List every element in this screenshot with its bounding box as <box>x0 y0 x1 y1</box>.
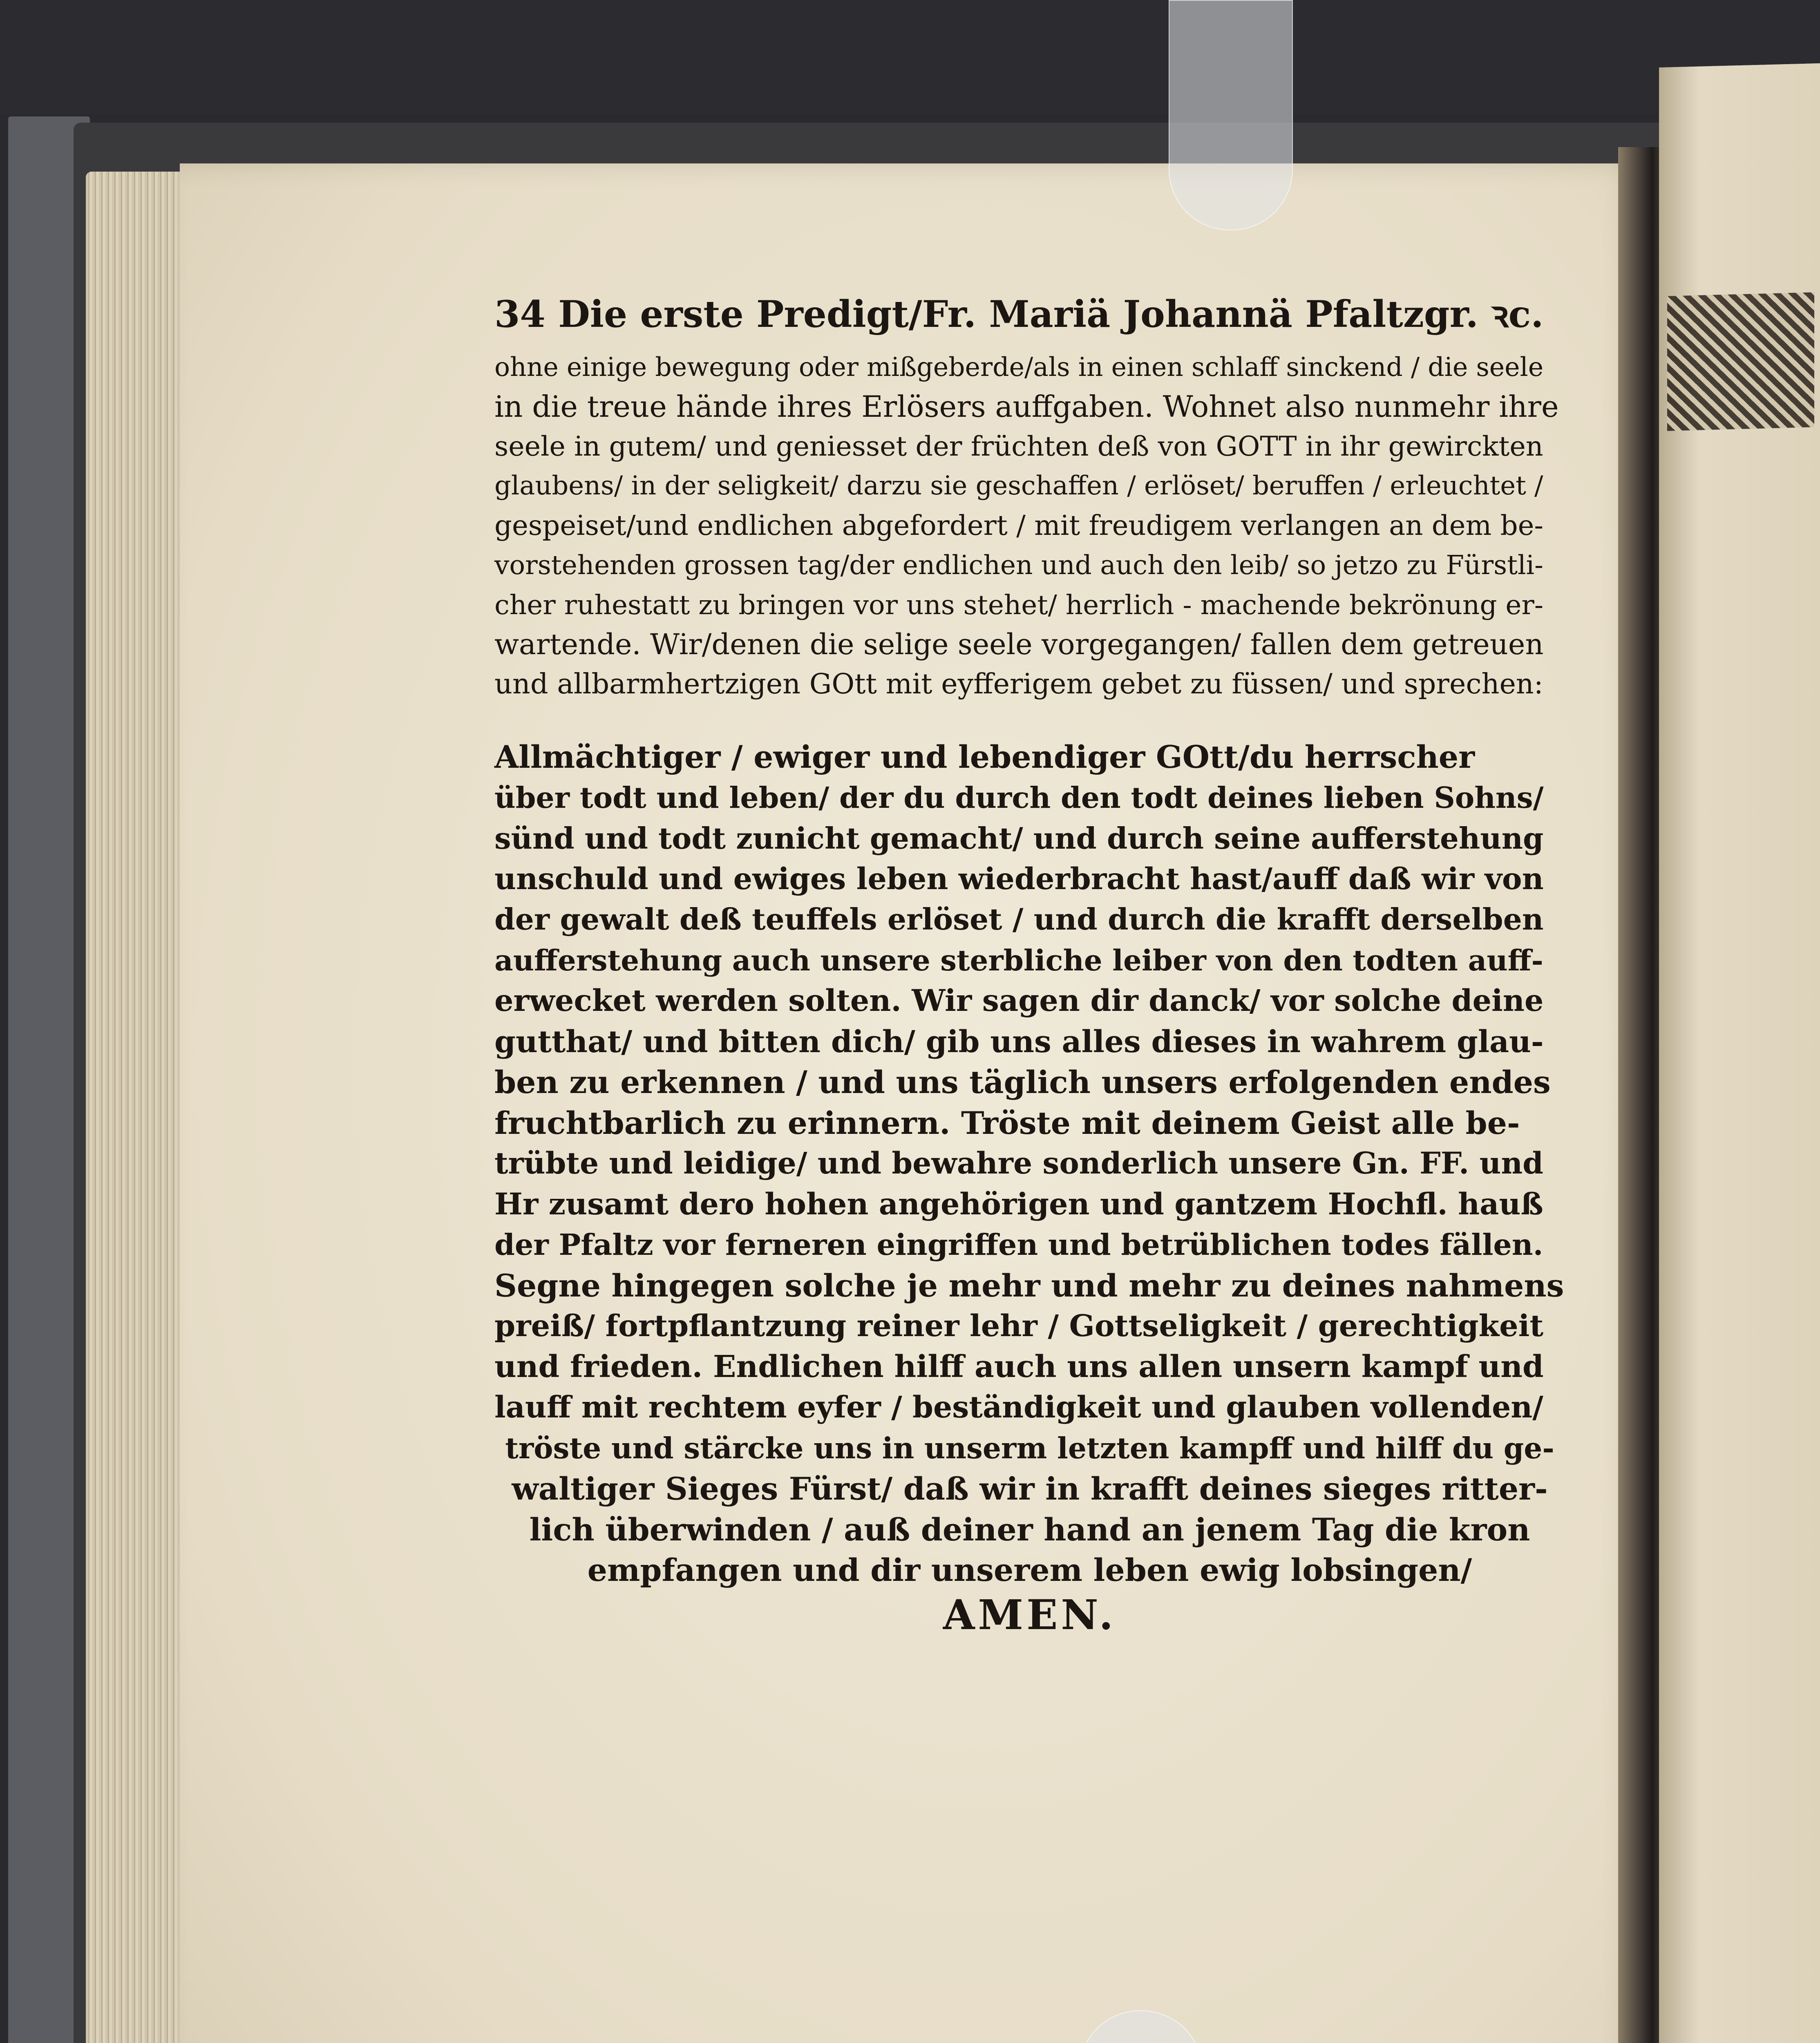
page-edges <box>86 172 188 2043</box>
prayer-line: Segne hingegen solche je mehr und mehr zu deines nahmens <box>494 1267 1564 1304</box>
prayer-line: waltiger Sieges Fürst/ daß wir in krafft deines sieges ritter- <box>512 1471 1548 1507</box>
body-line: vorstehenden grossen tag/der endlichen und auch den leib/ so jetzo zu Fürstli- <box>494 550 1543 581</box>
prayer-line: tröste und stärcke uns in unserm letzten kampff und hilff du ge- <box>505 1431 1554 1465</box>
amen: AMEN. <box>943 1590 1117 1639</box>
title-ornament <box>1667 292 1814 431</box>
prayer-line: gutthat/ und bitten dich/ gib uns alles dieses in wahrem glau- <box>494 1024 1544 1059</box>
running-head: 34 Die erste Predigt/Fr. Mariä Johannä Pfaltzgr. ꝛc. <box>494 293 1544 336</box>
prayer-line: preiß/ fortpflantzung reiner lehr / Gottseligkeit / gerechtigkeit <box>494 1308 1544 1343</box>
page-text <box>494 282 1565 1639</box>
prayer-line: lauff mit rechtem eyfer / beständigkeit und glauben vollenden/ <box>494 1390 1543 1425</box>
prayer-line: der Pfaltz vor ferneren eingriffen und betrüblichen todes fällen. <box>494 1227 1543 1262</box>
body-line: cher ruhestatt zu bringen vor uns stehet/ herrlich - machende bekrönung er- <box>494 589 1544 621</box>
prayer-line: lich überwinden / auß deiner hand an jenem Tag die kron <box>529 1511 1530 1548</box>
body-line: gespeiset/und endlichen abgefordert / mit freudigem verlangen an dem be- <box>494 510 1544 541</box>
body-line: ohne einige bewegung oder mißgeberde/als in einen schlaff sinckend / die seele <box>494 352 1544 382</box>
body-line: in die treue hände ihres Erlösers auffgaben. Wohnet also nunmehr ihre <box>494 389 1559 424</box>
body-line: und allbarmhertzigen GOtt mit eyfferigem gebet zu füssen/ und sprechen: <box>494 668 1543 700</box>
backdrop <box>0 0 1820 114</box>
right-page <box>1659 63 1820 2043</box>
prayer-line: und frieden. Endlichen hilff auch uns allen unsern kampf und <box>494 1349 1544 1384</box>
prayer-line: der gewalt deß teuffels erlöset / und durch die krafft derselben <box>494 902 1544 937</box>
prayer-paragraph <box>494 737 1565 1639</box>
prayer-line: aufferstehung auch unsere sterbliche leiber von den todten auff- <box>494 943 1543 977</box>
body-paragraph <box>494 347 1565 704</box>
prayer-line: erwecket werden solten. Wir sagen dir danck/ vor solche deine <box>494 983 1544 1018</box>
body-line: seele in gutem/ und geniesset der früchten deß von GOTT in ihr gewirckten <box>494 430 1543 462</box>
body-line: glaubens/ in der seligkeit/ darzu sie geschaffen / erlöset/ beruffen / erleuchtet / <box>494 471 1543 501</box>
prayer-line: Hr zusamt dero hohen angehörigen und gantzem Hochfl. hauß <box>494 1187 1543 1222</box>
prayer-line: trübte und leidige/ und bewahre sonderlich unsere Gn. FF. und <box>494 1146 1543 1181</box>
prayer-line: unschuld und ewiges leben wiederbracht hast/auff daß wir von <box>494 861 1544 896</box>
prayer-line: sünd und todt zunicht gemacht/ und durch seine aufferstehung <box>494 821 1544 856</box>
prayer-line: ben zu erkennen / und uns täglich unsers erfolgenden endes <box>494 1064 1551 1100</box>
prayer-line: über todt und leben/ der du durch den todt deines lieben Sohns/ <box>494 780 1544 815</box>
prayer-line: empfangen und dir unserem leben ewig lobsingen/ <box>587 1552 1472 1588</box>
page-clip-top <box>1169 0 1293 230</box>
prayer-line: Allmächtiger / ewiger und lebendiger GOtt/du herrscher <box>494 739 1475 775</box>
prayer-line: fruchtbarlich zu erinnern. Tröste mit deinem Geist alle be- <box>494 1104 1520 1141</box>
body-line: wartende. Wir/denen die selige seele vorgegangen/ fallen dem getreuen <box>494 628 1544 661</box>
